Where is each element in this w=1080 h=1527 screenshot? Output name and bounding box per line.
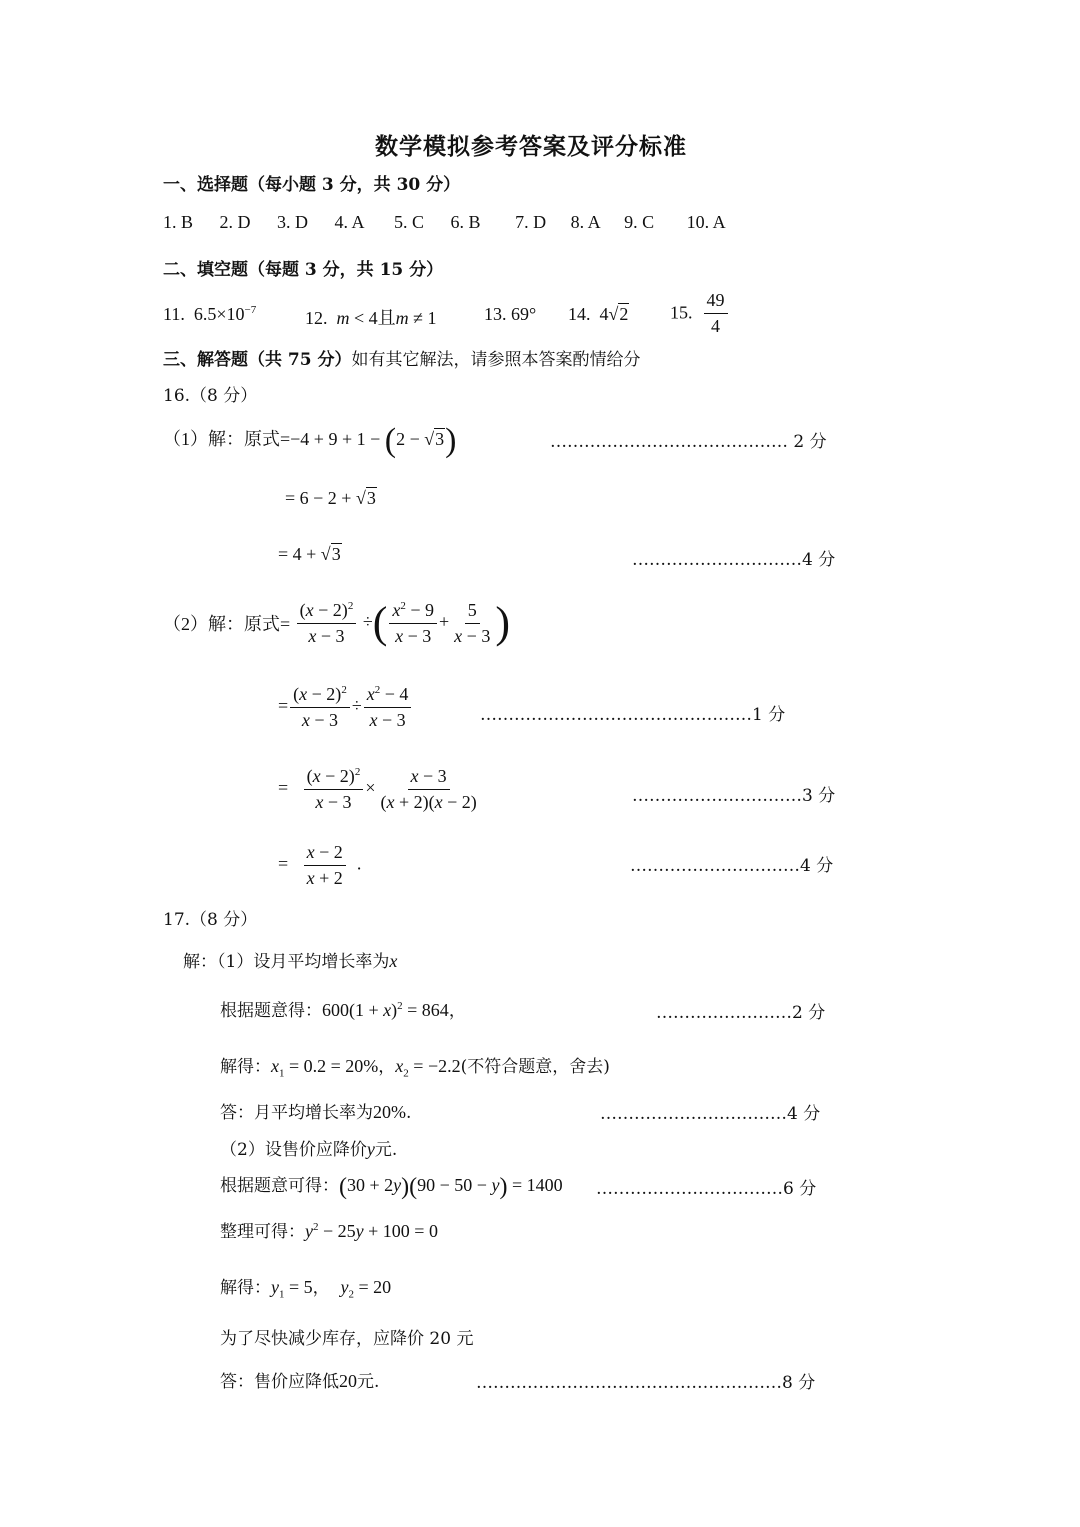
answer-item: 10. A: [686, 212, 726, 232]
q16-part2-step2-score: …………………………………………1 分: [480, 705, 786, 725]
q16-part2-step4-score: …………………………4 分: [630, 856, 834, 876]
q11-answer: 11. $6.5\times 10^{-7}$: [163, 304, 257, 324]
q16-part1-step3-score: …………………………4 分: [632, 550, 836, 570]
q16-part2-step1: （2）解：原式= $\frac{(x - 2)^2}{x - 3}$ ÷( $\frac{x^2 - 9}{x - 3}$ + $\frac{5}{x - 3}$ ): [163, 598, 510, 648]
section2-heading: 二、填空题（每题 3 分，共 15 分）: [163, 260, 444, 280]
q17-line2: 根据题意得：$600(1 + x)^2 = 864$，: [220, 1000, 466, 1021]
section3-heading: 三、解答题（共 75 分）如有其它解法，请参照本答案酌情给分: [163, 350, 641, 370]
q14-answer: 14. 4√2: [568, 304, 629, 324]
q16-part2-step4: = $\frac{x - 2}{x + 2}$ .: [278, 842, 362, 888]
answer-item: 2. D: [219, 212, 251, 232]
q17-label: 17.（8 分）: [163, 910, 258, 930]
q16-part1-step1: （1）解：原式=−4 + 9 + 1 − (2 − √3): [163, 422, 457, 459]
q17-line1: 解：（1）设月平均增长率为x: [183, 951, 398, 972]
q17-line4-score: ……………………………4 分: [600, 1104, 821, 1124]
q16-part1-step3: = 4 + √3: [278, 544, 341, 564]
q16-part1-step2: = 6 − 2 + √3: [285, 488, 376, 508]
q12-answer: 12. m < 4且m ≠ 1: [305, 308, 437, 328]
q17-line2-score: ……………………2 分: [656, 1003, 826, 1023]
answer-item: 6. B: [450, 212, 481, 232]
q17-line10-score: ………………………………………………8 分: [476, 1373, 816, 1393]
q17-line3: 解得：$x_1 = 0.2 = 20\%$，$x_2 = -2.2$(不符合题意，舍去): [220, 1056, 610, 1080]
q17-line5: （2）设售价应降价y元.: [220, 1139, 398, 1160]
q16-part1-step1-score: …………………………………… 2 分: [550, 432, 827, 452]
answer-item: 7. D: [515, 212, 547, 232]
q17-line6-score: ……………………………6 分: [596, 1179, 817, 1199]
q17-line8: 解得：$y_1 = 5$， $y_2 = 20$: [220, 1277, 392, 1301]
section1-answers: [163, 212, 726, 233]
answer-item: 3. D: [277, 212, 309, 232]
q17-line6: 根据题意可得：(30 + 2y)(90 − 50 − y) = 1400: [220, 1173, 563, 1200]
q17-line10: 答：售价应降低20元.: [220, 1371, 380, 1392]
answer-item: 1. B: [163, 212, 194, 232]
q16-part2-step3: = $\frac{(x - 2)^2}{x - 3}$ × $\frac{x - 3}{(x + 2)(x - 2)}$: [278, 766, 477, 812]
section1-heading: 一、选择题（每小题 3 分，共 30 分）: [163, 175, 461, 195]
q16-part2-step3-score: …………………………3 分: [632, 786, 836, 806]
q17-line9: 为了尽快减少库存，应降价 20 元: [220, 1329, 474, 1349]
q16-label: 16.（8 分）: [163, 386, 258, 406]
q15-fraction: $\frac{49}{4}$: [704, 290, 728, 336]
q13-answer: 13. 69°: [484, 304, 537, 324]
answer-item: 9. C: [624, 212, 655, 232]
q17-line4: 答：月平均增长率为20%.: [220, 1102, 412, 1123]
q17-line7: 整理可得：$y^2 - 25y + 100 = 0$: [220, 1221, 438, 1242]
q16-part2-step2: = $\frac{(x - 2)^2}{x - 3}$ ÷ $\frac{x^2 - 4}{x - 3}$: [278, 684, 413, 730]
q15-answer: 15. $\frac{49}{4}$: [670, 290, 730, 336]
answer-item: 4. A: [334, 212, 364, 232]
answer-item: 8. A: [570, 212, 600, 232]
page-title: 数学模拟参考答案及评分标准: [375, 133, 687, 160]
answer-item: 5. C: [394, 212, 425, 232]
